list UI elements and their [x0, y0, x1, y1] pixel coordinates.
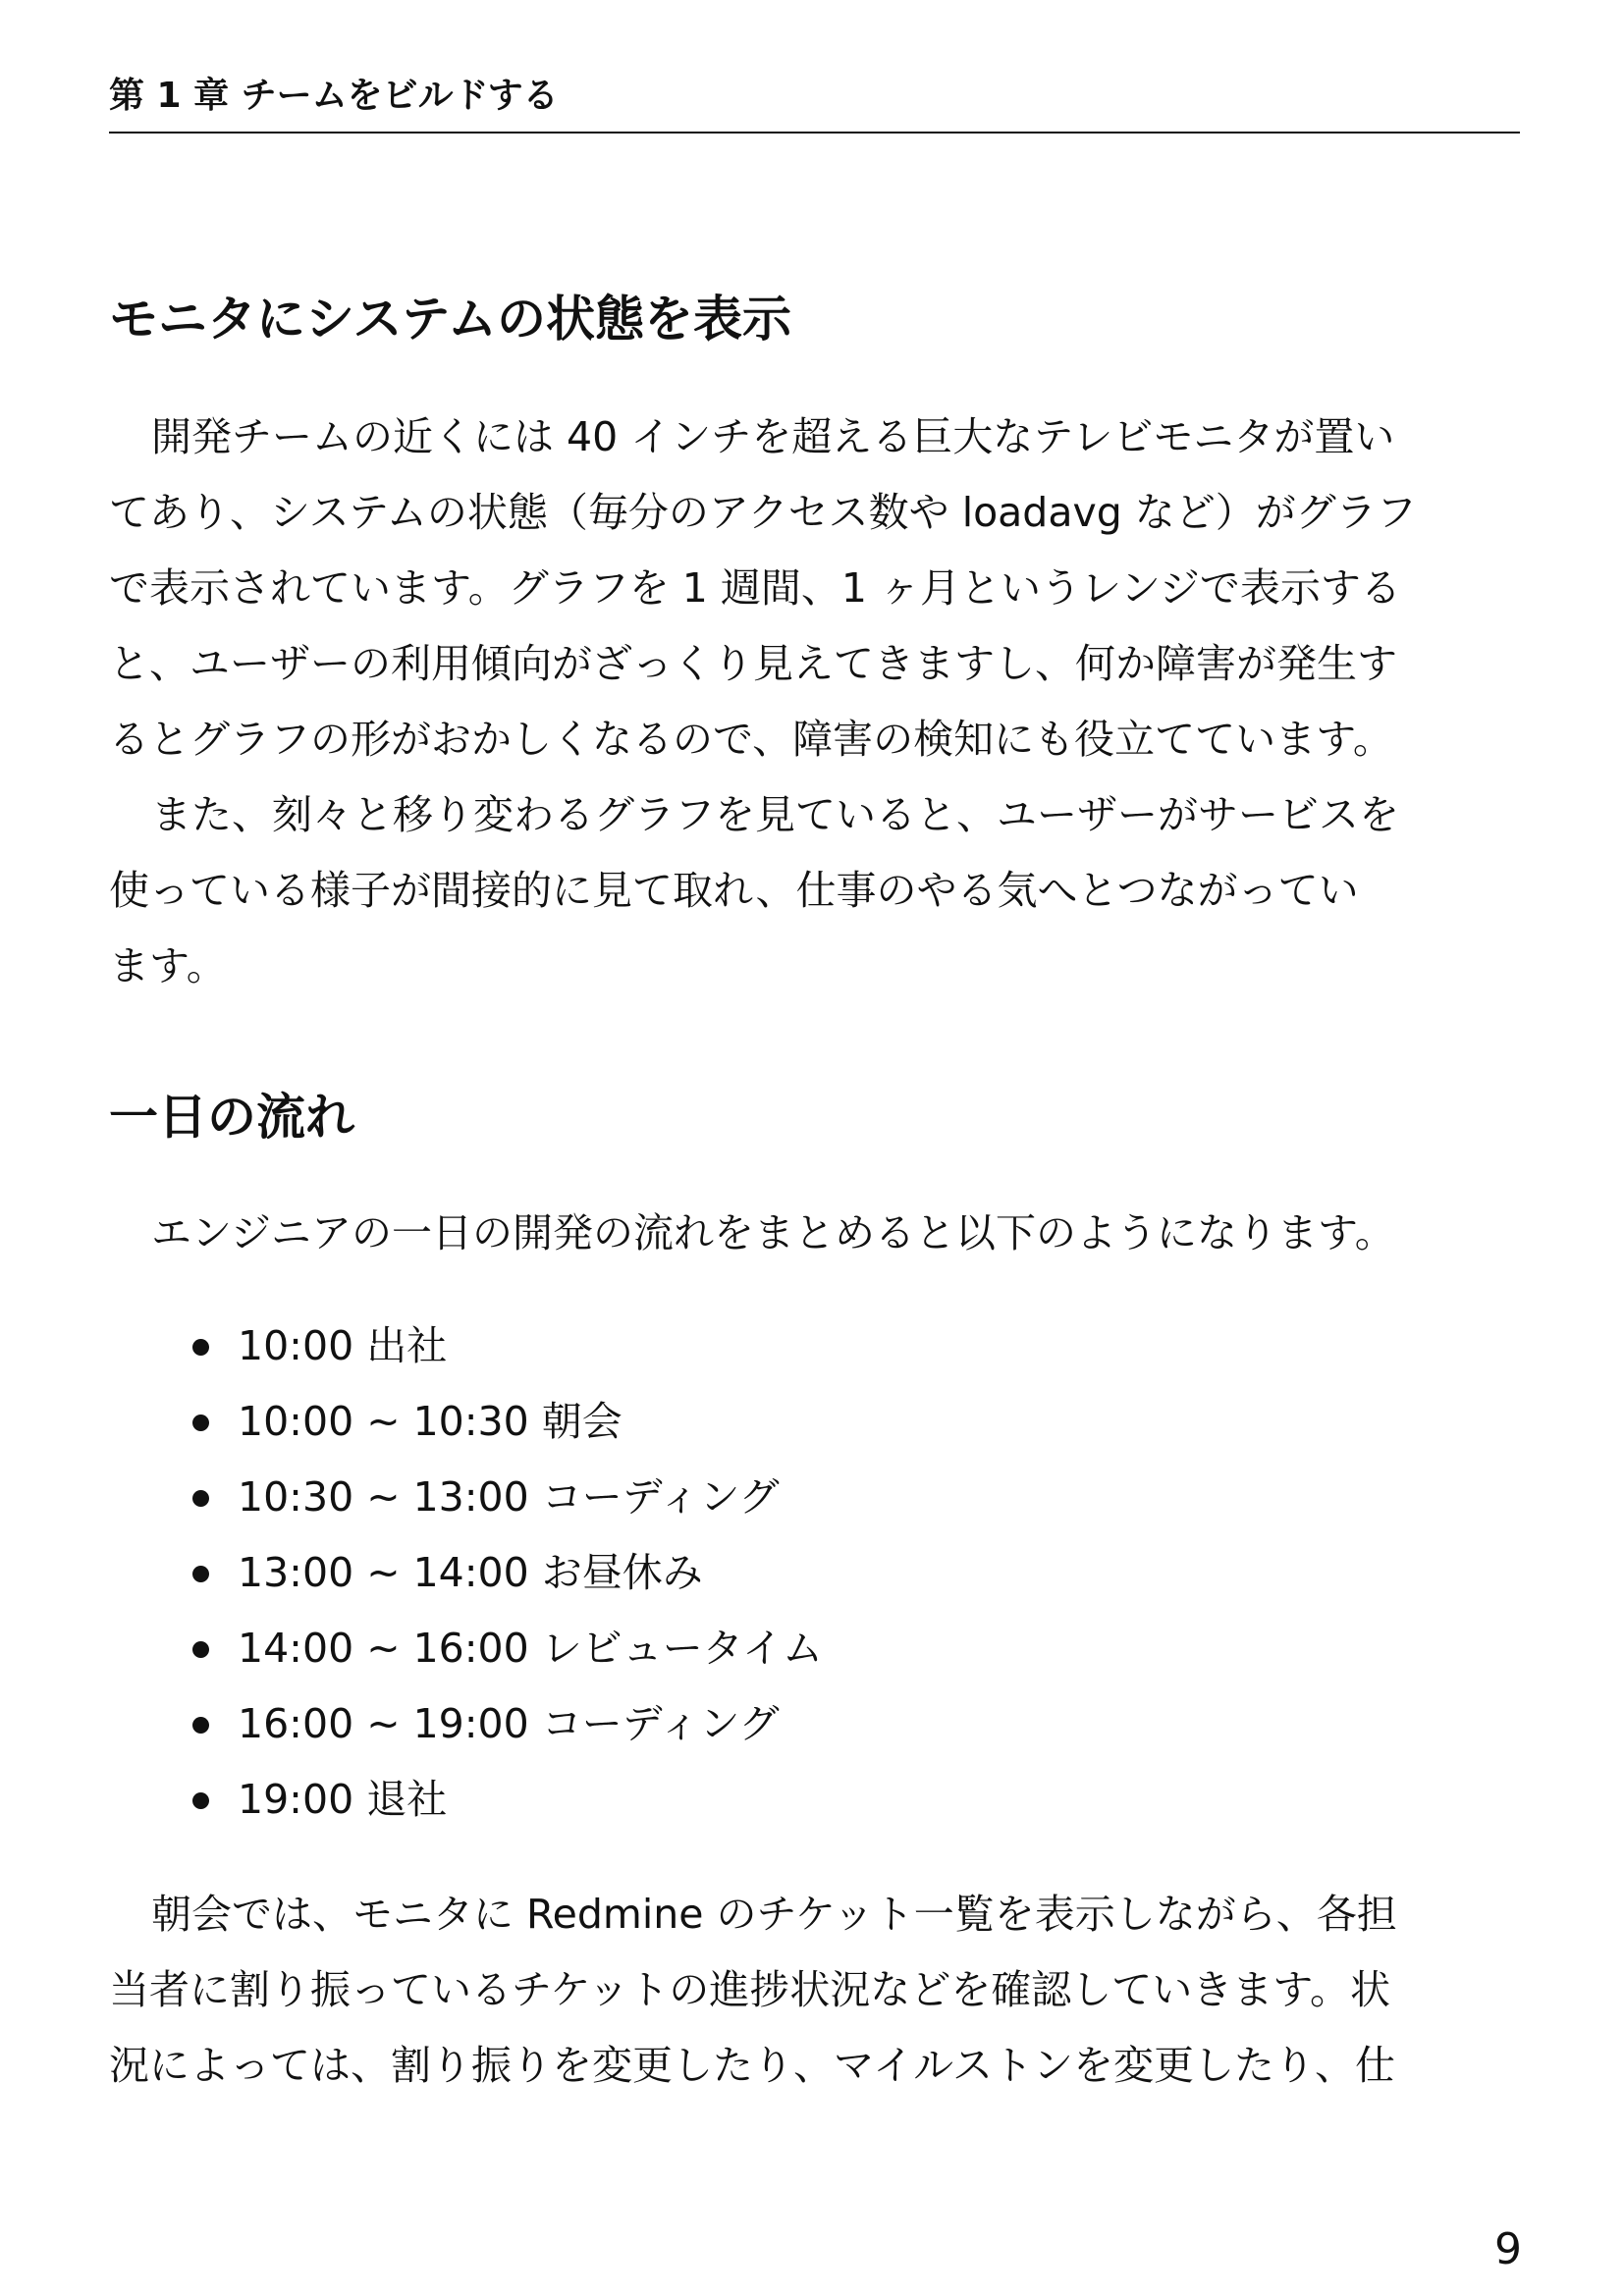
section-heading-daily-flow: 一日の流れ — [109, 1089, 354, 1146]
section-heading-monitor: モニタにシステムの状態を表示 — [109, 291, 791, 347]
text-line: てあり、システムの状態（毎分のアクセス数や loadavg など）がグラフ — [109, 489, 1417, 536]
page-number: 9 — [1494, 2224, 1522, 2274]
schedule-item-text: 13:00 ~ 14:00 お昼休み — [238, 1549, 703, 1596]
bullet-icon — [192, 1566, 209, 1582]
text-line: エンジニアの一日の開発の流れをまとめると以下のようになります。 — [151, 1209, 1395, 1256]
schedule-item — [192, 1535, 823, 1611]
schedule-item-text: 19:00 退社 — [238, 1776, 448, 1823]
schedule-list — [192, 1308, 823, 1838]
schedule-item — [192, 1686, 823, 1762]
schedule-item-text: 10:30 ~ 13:00 コーディング — [238, 1473, 780, 1521]
schedule-item-text: 16:00 ~ 19:00 コーディング — [238, 1700, 780, 1747]
text-line: るとグラフの形がおかしくなるので、障害の検知にも役立てています。 — [109, 716, 1393, 763]
text-line: と、ユーザーの利用傾向がざっくり見えてきますし、何か障害が発生す — [109, 640, 1397, 687]
text-line: 朝会では、モニタに Redmine のチケット一覧を表示しながら、各担 — [151, 1891, 1397, 1938]
paragraph-graphs — [109, 777, 1523, 1004]
schedule-item-text: 10:00 出社 — [238, 1322, 448, 1369]
running-head: 第 1 章 チームをビルドする — [109, 71, 1520, 133]
bullet-icon — [192, 1339, 209, 1356]
paragraph-monitor — [109, 400, 1523, 777]
text-line: 当者に割り振っているチケットの進捗状況などを確認していきます。状 — [109, 1966, 1391, 2013]
text-line: 況によっては、割り振りを変更したり、マイルストンを変更したり、仕 — [109, 2042, 1395, 2089]
text-line: ます。 — [109, 942, 227, 989]
schedule-item — [192, 1611, 823, 1686]
schedule-item — [192, 1460, 823, 1535]
text-line: 開発チームの近くには 40 インチを超える巨大なテレビモニタが置い — [151, 413, 1395, 460]
bullet-icon — [192, 1490, 209, 1507]
schedule-item — [192, 1308, 823, 1384]
paragraph-intro — [109, 1196, 1523, 1271]
schedule-item — [192, 1384, 823, 1460]
bullet-icon — [192, 1717, 209, 1734]
paragraph-morning-meeting — [109, 1877, 1523, 2104]
bullet-icon — [192, 1792, 209, 1809]
schedule-item-text: 10:00 ~ 10:30 朝会 — [238, 1398, 623, 1445]
bullet-icon — [192, 1415, 209, 1431]
text-line: 使っている様子が間接的に見て取れ、仕事のやる気へとつながってい — [109, 867, 1359, 914]
text-line: で表示されています。グラフを 1 週間、1 ヶ月というレンジで表示する — [109, 564, 1401, 612]
bullet-icon — [192, 1641, 209, 1658]
schedule-item — [192, 1762, 823, 1838]
text-line: また、刻々と移り変わるグラフを見ていると、ユーザーがサービスを — [151, 791, 1399, 838]
schedule-item-text: 14:00 ~ 16:00 レビュータイム — [238, 1625, 823, 1672]
